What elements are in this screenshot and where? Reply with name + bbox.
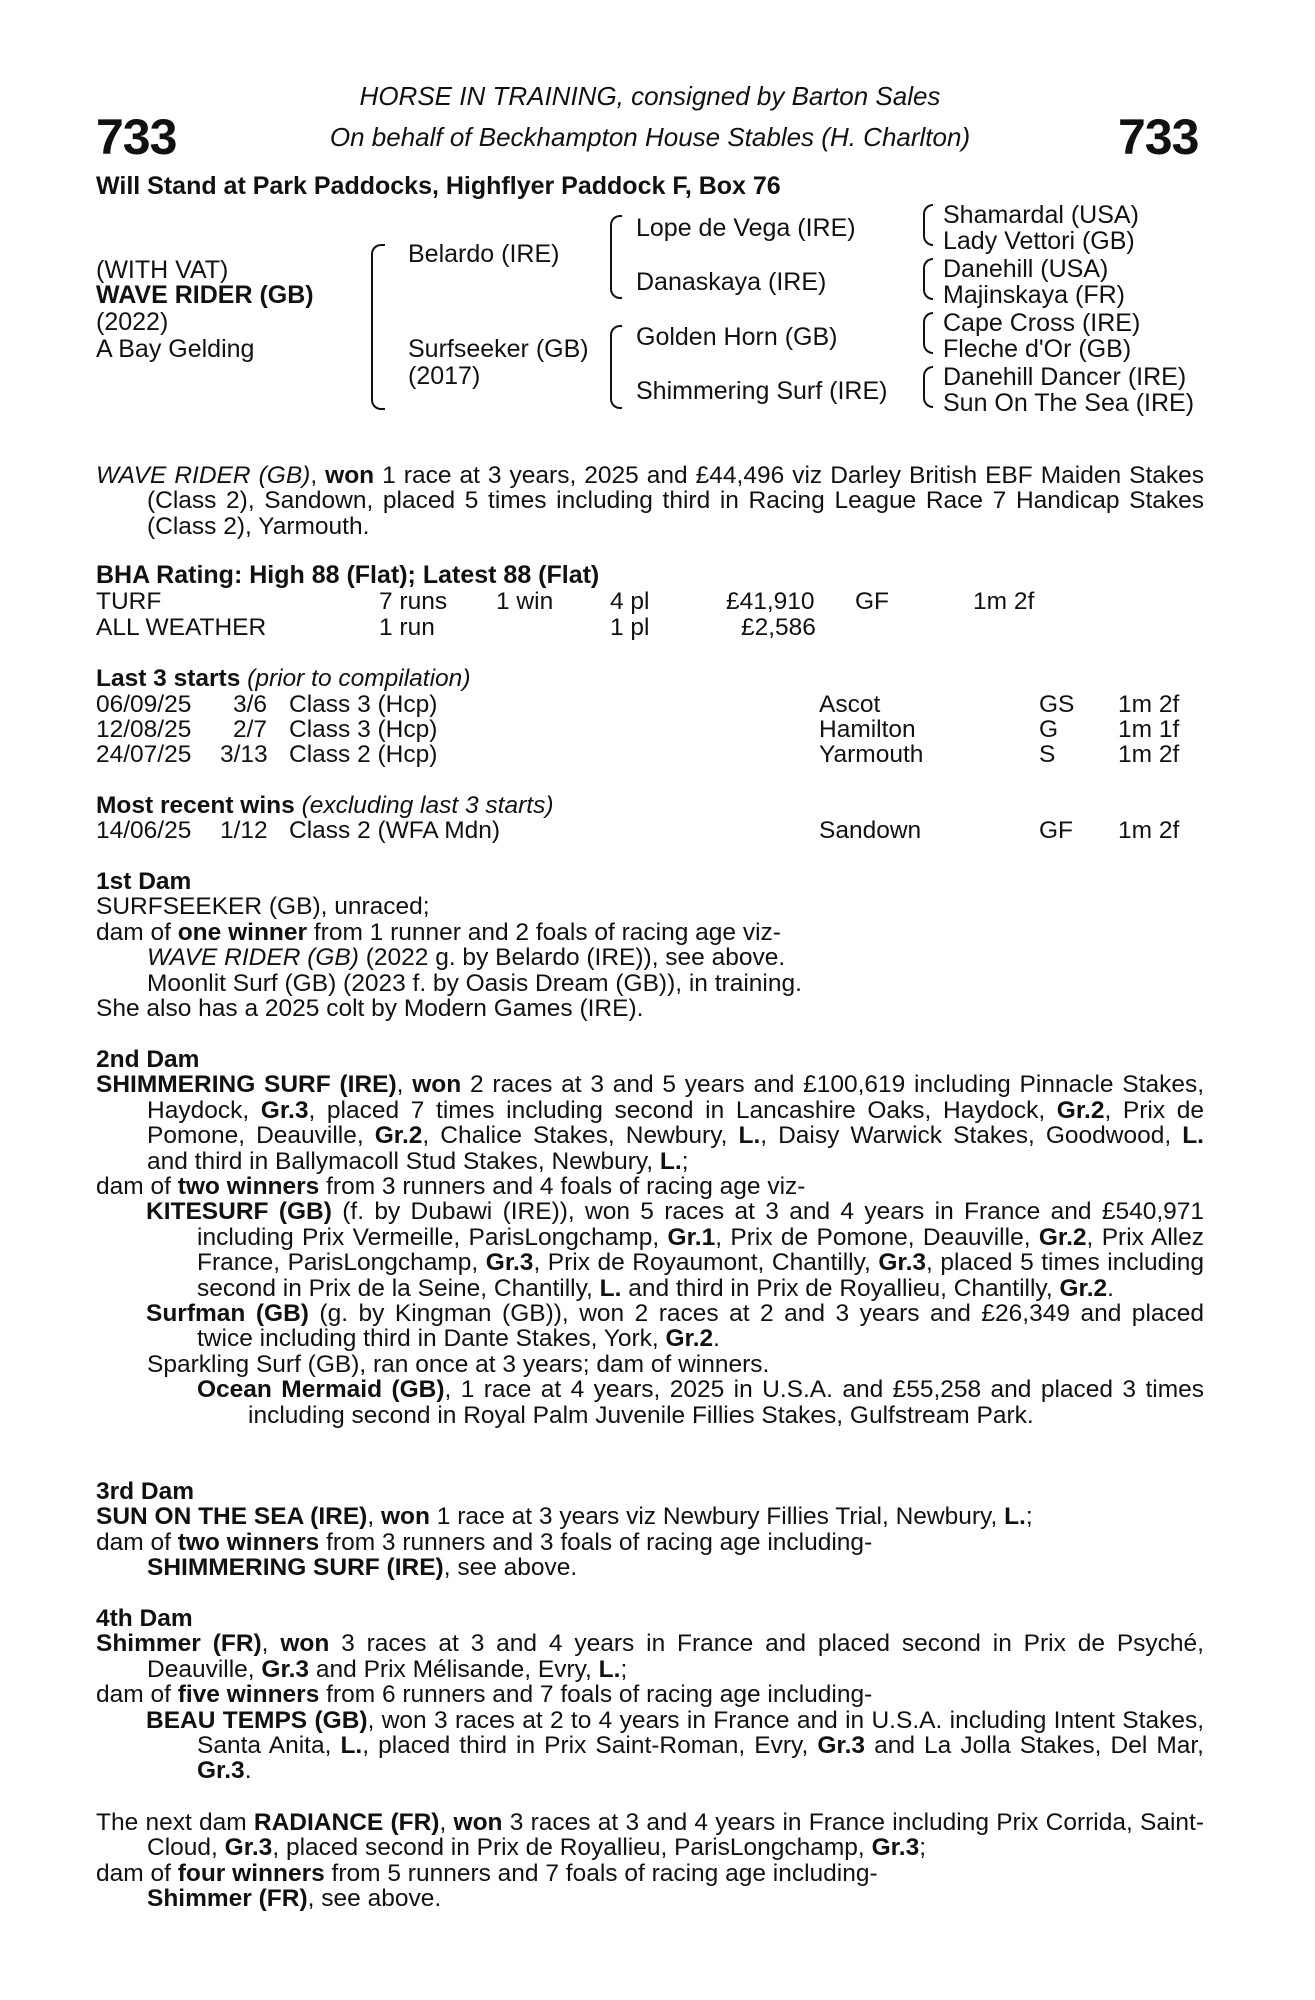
placed: 1 pl [610, 614, 650, 641]
bha-rating: BHA Rating: High 88 (Flat); Latest 88 (Flat) [96, 561, 600, 589]
dam-dam-dam: Sun On The Sea (IRE) [943, 389, 1195, 417]
last-starts-title: Last 3 starts [96, 665, 241, 692]
fourth-dam-title: 4th Dam [96, 1605, 193, 1632]
sd-brace [923, 258, 933, 300]
win-course: Sandown [819, 817, 922, 844]
wins: 1 win [496, 588, 554, 615]
second-dam-produce: dam of two winners from 3 runners and 4 foals of racing age viz- [96, 1173, 806, 1201]
dam: Surfseeker (GB) [408, 335, 589, 363]
horse-name: WAVE RIDER (GB) [96, 281, 314, 309]
dam-dam-sire: Danehill Dancer (IRE) [943, 363, 1187, 391]
start-going: G [1039, 716, 1059, 743]
first-dam-title: 1st Dam [96, 868, 192, 895]
start-race: Class 2 (Hcp) [289, 741, 438, 768]
recent-wins-note: (excluding last 3 starts) [301, 792, 554, 819]
ss-brace [923, 204, 933, 246]
sire-dam-sire: Danehill (USA) [943, 255, 1109, 283]
first-dam-produce: dam of one winner from 1 runner and 2 foals of racing age viz- [96, 918, 781, 946]
start-position: 3/13 [220, 741, 268, 768]
second-dam-section [96, 1047, 1204, 1428]
lot-number-left: 733 [96, 109, 177, 165]
produce-entry: Sparkling Surf (GB), ran once at 3 years; dam of winners. [147, 1350, 770, 1378]
runs: 1 run [379, 614, 435, 641]
consignment-line: HORSE IN TRAINING, consigned by Barton Sales [359, 81, 941, 111]
surface: ALL WEATHER [96, 614, 267, 641]
third-dam-section [96, 1479, 1204, 1581]
produce-entry: Shimmer (FR), see above. [147, 1885, 442, 1913]
next-dam-section [96, 1810, 1204, 1912]
lot-number-right: 733 [1118, 109, 1199, 165]
start-distance: 1m 2f [1118, 741, 1180, 768]
third-dam-produce: dam of two winners from 3 runners and 3 foals of racing age including- [96, 1528, 873, 1556]
start-distance: 1m 2f [1118, 691, 1180, 718]
prize: £41,910 [726, 588, 815, 615]
sire-dam-dam: Majinskaya (FR) [943, 281, 1125, 309]
win-race: Class 2 (WFA Mdn) [289, 817, 501, 844]
horse-description: A Bay Gelding [96, 335, 255, 363]
recent-wins-heading [96, 793, 553, 818]
win-position: 1/12 [220, 817, 268, 844]
last-starts-note: (prior to compilation) [247, 665, 471, 692]
dd-brace [923, 366, 933, 408]
sire: Belardo (IRE) [408, 240, 560, 268]
start-course: Yarmouth [819, 741, 924, 768]
start-course: Ascot [819, 691, 881, 718]
win-date: 14/06/25 [96, 817, 192, 844]
start-distance: 1m 1f [1118, 716, 1180, 743]
pedigree-brace [371, 244, 385, 410]
first-dam-section [96, 869, 1204, 1021]
last-starts-heading [96, 666, 470, 691]
start-date: 06/09/25 [96, 691, 192, 718]
stand-location: Will Stand at Park Paddocks, Highflyer Paddock F, Box 76 [96, 172, 781, 200]
fourth-dam-section [96, 1606, 1204, 1784]
placed: 4 pl [610, 588, 650, 615]
recent-wins-title: Most recent wins [96, 792, 295, 819]
next-dam-record: The next dam RADIANCE (FR), won 3 races at 3 and 4 years in France including Prix Corrida, Saint-Cloud, Gr.3, placed second in Prix de Royallieu, ParisLongchamp, Gr.3; [96, 1809, 1205, 1862]
vat-label: (WITH VAT) [96, 256, 229, 284]
produce-entry: KITESURF (GB) (f. by Dubawi (IRE)), won 5 races at 3 and 4 years in France and £540,971 including Prix Vermeille, ParisLongchamp, Gr.1, Prix de Pomone, Deauville, Gr.2, Prix Allez France, ParisLongchamp, Gr.3, Prix de Royaumont, Chantilly, Gr.3, placed 5 times including second in Prix de la Seine, Chantilly, L. and third in Prix de Royallieu, Chantilly, Gr.2. [146, 1198, 1204, 1302]
second-dam-title: 2nd Dam [96, 1046, 200, 1073]
summary-horse-name: WAVE RIDER (GB) [96, 462, 311, 489]
distance: 1m 2f [973, 588, 1035, 615]
start-race: Class 3 (Hcp) [289, 716, 438, 743]
foaling-year: (2022) [96, 308, 169, 336]
dam-sire-dam: Fleche d'Or (GB) [943, 335, 1132, 363]
prize: £2,586 [741, 614, 816, 641]
dam-dam: Shimmering Surf (IRE) [636, 377, 888, 405]
fourth-dam-record: Shimmer (FR), won 3 races at 3 and 4 years in France and placed second in Prix de Psyché, Deauville, Gr.3 and Prix Mélisande, Evry, L.; [96, 1630, 1204, 1683]
dam-year: (2017) [408, 362, 481, 390]
start-position: 2/7 [233, 716, 268, 743]
surface: TURF [96, 588, 162, 615]
start-position: 3/6 [233, 691, 268, 718]
fourth-dam-produce: dam of five winners from 6 runners and 7 foals of racing age including- [96, 1681, 873, 1709]
start-course: Hamilton [819, 716, 916, 743]
first-dam-note: She also has a 2025 colt by Modern Games (IRE). [96, 995, 644, 1023]
going: GF [855, 588, 890, 615]
produce-entry: Ocean Mermaid (GB), 1 race at 4 years, 2025 in U.S.A. and £55,258 and placed 3 times including second in Royal Palm Juvenile Fillies Stakes, Gulfstream Park. [197, 1376, 1204, 1429]
second-dam-record: SHIMMERING SURF (IRE), won 2 races at 3 and 5 years and £100,619 including Pinnacle Stakes, Haydock, Gr.3, placed 7 times including second in Lancashire Oaks, Haydock, Gr.2, Prix de Pomone, Deauville, Gr.2, Chalice Stakes, Newbury, L., Daisy Warwick Stakes, Goodwood, L. and third in Ballymacoll Stud Stakes, Newbury, L.; [96, 1071, 1204, 1175]
produce-entry: Moonlit Surf (GB) (2023 f. by Oasis Dream (GB)), in training. [147, 969, 802, 997]
start-date: 12/08/25 [96, 716, 192, 743]
dam-brace [610, 325, 622, 409]
win-going: GF [1039, 817, 1074, 844]
third-dam-title: 3rd Dam [96, 1478, 195, 1505]
runs: 7 runs [379, 588, 448, 615]
sire-dam: Danaskaya (IRE) [636, 268, 827, 296]
dam-sire: Golden Horn (GB) [636, 323, 838, 351]
produce-entry: Surfman (GB) (g. by Kingman (GB)), won 2 races at 2 and 3 years and £26,349 and placed twice including third in Dante Stakes, York, Gr.2. [146, 1300, 1205, 1353]
sire-brace [610, 215, 622, 299]
ds-brace [923, 312, 933, 354]
produce-entry: SHIMMERING SURF (IRE), see above. [147, 1554, 578, 1582]
dam-sire-sire: Cape Cross (IRE) [943, 309, 1141, 337]
win-distance: 1m 2f [1118, 817, 1180, 844]
summary-text: 1 race at 3 years, 2025 and £44,496 viz Darley British EBF Maiden Stakes (Class 2), Sandown, placed 5 times including third in Racing League Race 7 Handicap Stakes (Class 2), Yarmouth. [147, 462, 1204, 540]
summary-won: won [325, 462, 375, 489]
next-dam-produce: dam of four winners from 5 runners and 7 foals of racing age including- [96, 1859, 878, 1887]
sire-sire-dam: Lady Vettori (GB) [943, 227, 1135, 255]
sire-sire: Lope de Vega (IRE) [636, 214, 856, 242]
produce-entry: WAVE RIDER (GB) (2022 g. by Belardo (IRE)), see above. [147, 944, 786, 972]
start-race: Class 3 (Hcp) [289, 691, 438, 718]
start-going: GS [1039, 691, 1075, 718]
start-going: S [1039, 741, 1056, 768]
third-dam-record: SUN ON THE SEA (IRE), won 1 race at 3 years viz Newbury Fillies Trial, Newbury, L.; [96, 1503, 1033, 1531]
race-summary: WAVE RIDER (GB), won 1 race at 3 years, 2025 and £44,496 viz Darley British EBF Maiden Stakes (Class 2), Sandown, placed 5 times including third in Racing League Race 7 Handicap Stakes (Class 2), Yarmouth. [96, 462, 1204, 540]
produce-entry: BEAU TEMPS (GB), won 3 races at 2 to 4 years in France and in U.S.A. including Intent Stakes, Santa Anita, L., placed third in Prix Saint-Roman, Evry, Gr.3 and La Jolla Stakes, Del Mar, Gr.3. [146, 1706, 1205, 1785]
first-dam-line: SURFSEEKER (GB), unraced; [96, 893, 430, 921]
vendor-line: On behalf of Beckhampton House Stables (H. Charlton) [329, 122, 971, 152]
start-date: 24/07/25 [96, 741, 192, 768]
sire-sire-sire: Shamardal (USA) [943, 201, 1139, 229]
